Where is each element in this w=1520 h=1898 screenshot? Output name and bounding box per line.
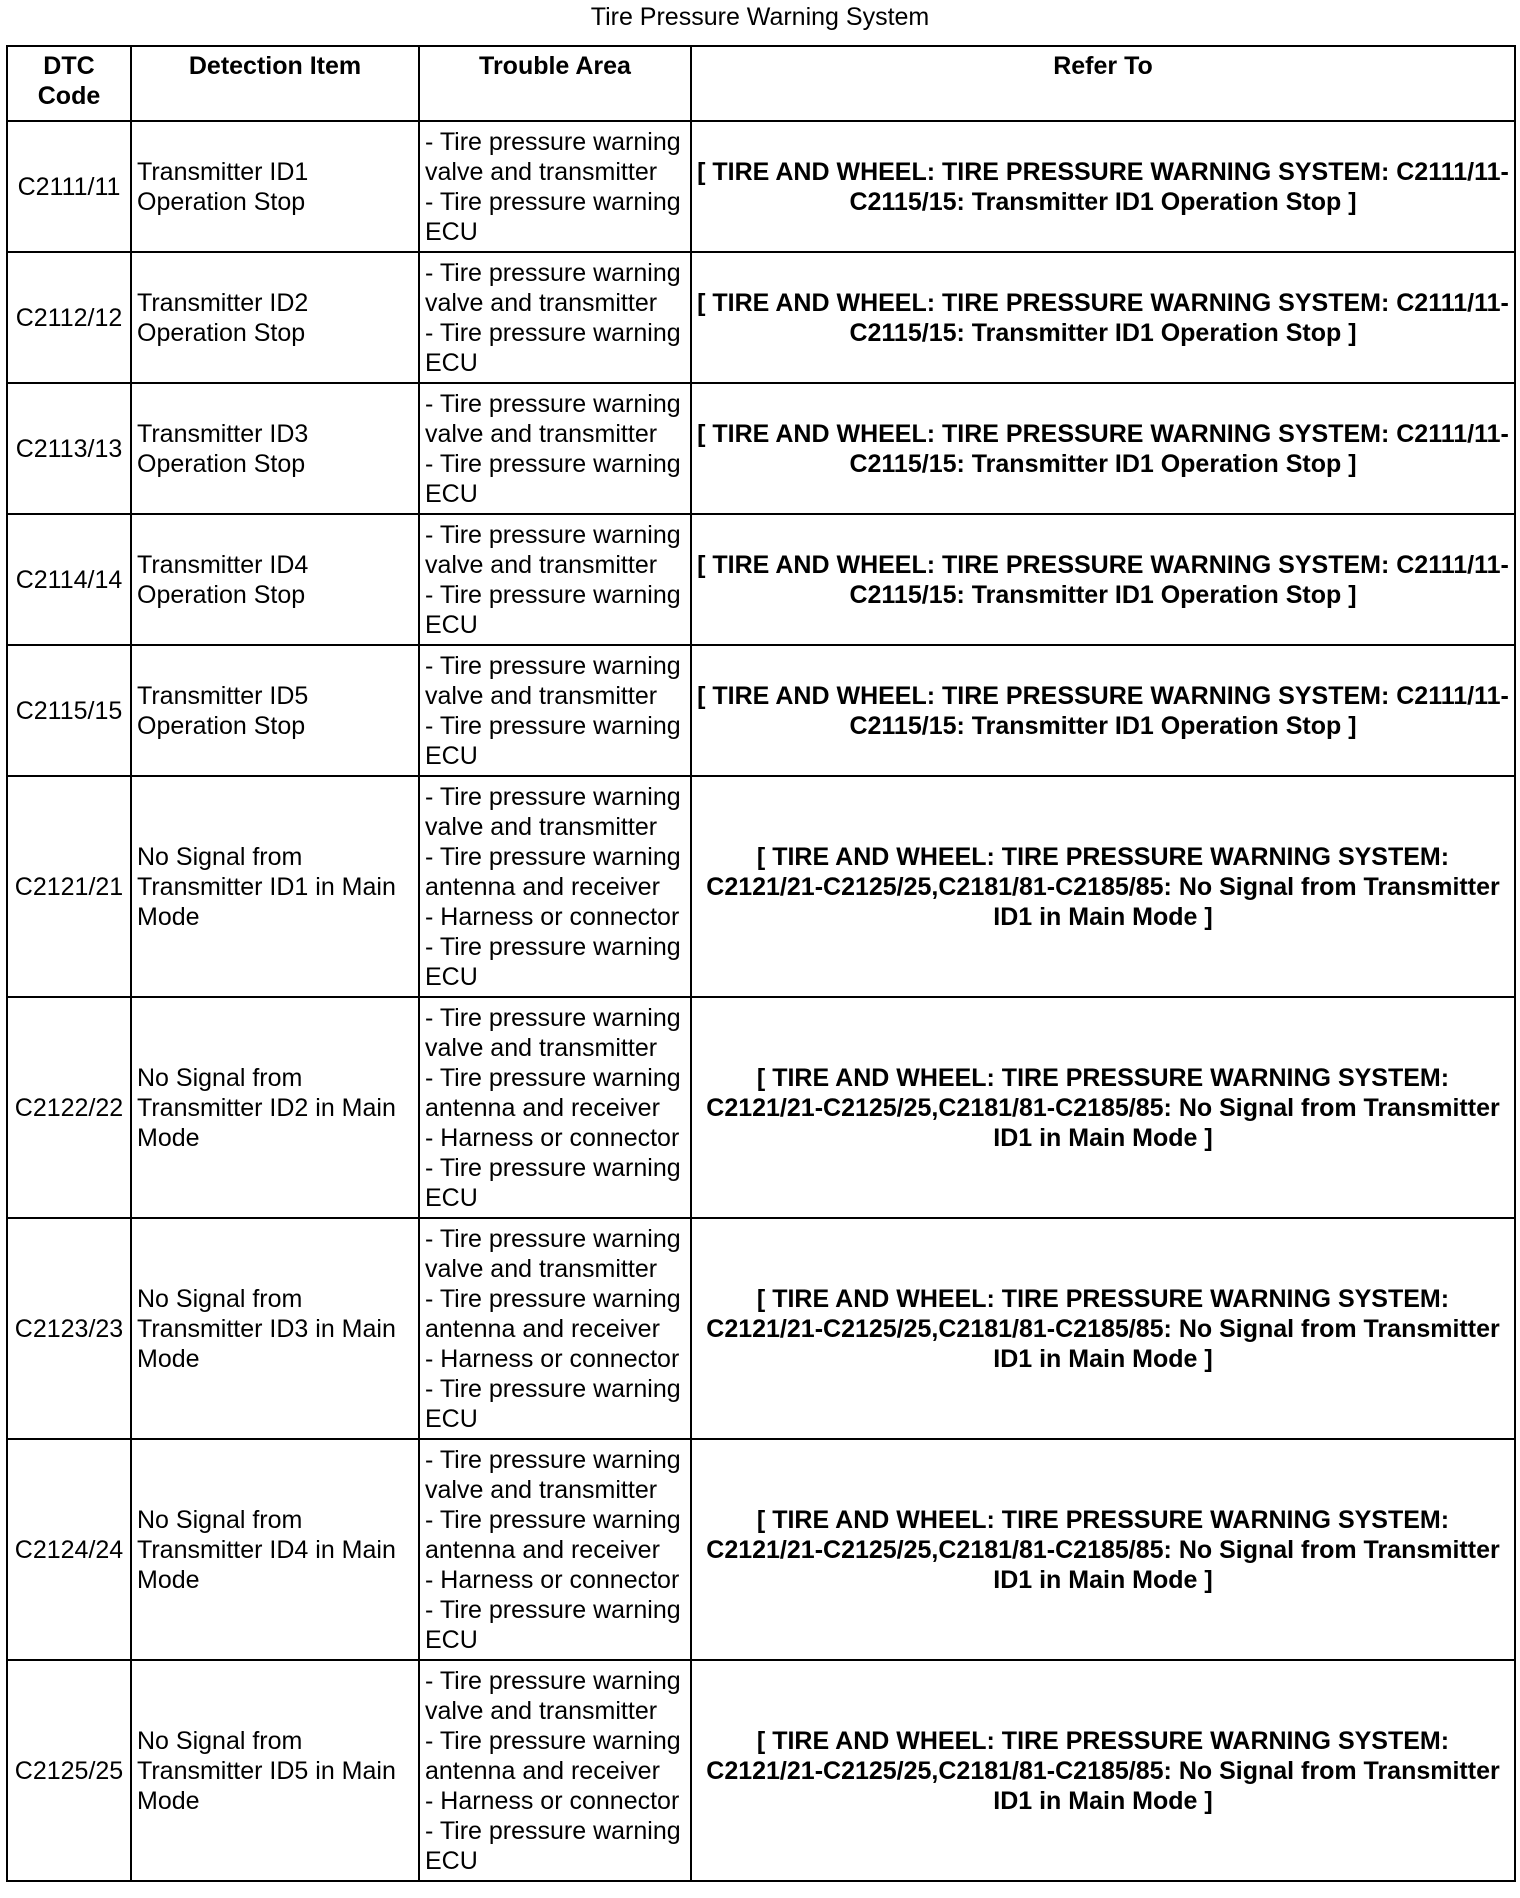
trouble-area-entry: - Tire pressure warning valve and transmitter — [425, 1224, 681, 1283]
trouble-area-entry: - Harness or connector — [425, 1786, 680, 1815]
detection-item-cell: Transmitter ID5 Operation Stop — [131, 645, 419, 776]
dtc-code-cell: C2121/21 — [7, 776, 131, 997]
detection-item-cell: Transmitter ID1 Operation Stop — [131, 121, 419, 252]
dtc-code-cell: C2113/13 — [7, 383, 131, 514]
trouble-area-entry: - Tire pressure warning ECU — [425, 187, 681, 246]
header-trouble-area: Trouble Area — [419, 46, 691, 121]
trouble-area-cell — [419, 383, 691, 514]
table-row — [7, 997, 1515, 1218]
trouble-area-entry: - Tire pressure warning antenna and receiver — [425, 842, 681, 901]
header-refer-to: Refer To — [691, 46, 1515, 121]
dtc-code-cell: C2124/24 — [7, 1439, 131, 1660]
header-row — [7, 46, 1515, 121]
header-dtc-code-line: Code — [37, 82, 101, 110]
trouble-area-entry: - Tire pressure warning antenna and receiver — [425, 1505, 681, 1564]
trouble-area-entry: - Tire pressure warning valve and transmitter — [425, 1003, 681, 1062]
header-dtc-code-line: DTC — [43, 52, 95, 80]
detection-item-cell: No Signal from Transmitter ID1 in Main Mode — [131, 776, 419, 997]
trouble-area-entry: - Tire pressure warning antenna and receiver — [425, 1726, 681, 1785]
trouble-area-cell — [419, 776, 691, 997]
refer-to-link[interactable]: [ TIRE AND WHEEL: TIRE PRESSURE WARNING SYSTEM: C2121/21-C2125/25,C2181/81-C2185/85: No Signal from Transmitter ID1 in Main Mode ] — [691, 1660, 1515, 1881]
trouble-area-cell — [419, 121, 691, 252]
trouble-area-cell — [419, 997, 691, 1218]
page-title: Tire Pressure Warning System — [590, 3, 930, 31]
dtc-table — [6, 45, 1516, 1882]
trouble-area-cell — [419, 1439, 691, 1660]
trouble-area-entry: - Tire pressure warning ECU — [425, 580, 681, 639]
table-row — [7, 514, 1515, 645]
refer-to-link[interactable]: [ TIRE AND WHEEL: TIRE PRESSURE WARNING SYSTEM: C2121/21-C2125/25,C2181/81-C2185/85: No Signal from Transmitter ID1 in Main Mode ] — [691, 1218, 1515, 1439]
header-dtc-code — [7, 46, 131, 121]
trouble-area-entry: - Tire pressure warning antenna and receiver — [425, 1063, 681, 1122]
trouble-area-entry: - Harness or connector — [425, 1565, 680, 1594]
refer-to-link[interactable]: [ TIRE AND WHEEL: TIRE PRESSURE WARNING SYSTEM: C2111/11-C2115/15: Transmitter ID1 Operation Stop ] — [691, 252, 1515, 383]
trouble-area-cell — [419, 1660, 691, 1881]
header-detection-item: Detection Item — [131, 46, 419, 121]
table-row — [7, 645, 1515, 776]
refer-to-link[interactable]: [ TIRE AND WHEEL: TIRE PRESSURE WARNING SYSTEM: C2111/11-C2115/15: Transmitter ID1 Operation Stop ] — [691, 383, 1515, 514]
detection-item-cell: No Signal from Transmitter ID5 in Main Mode — [131, 1660, 419, 1881]
dtc-code-cell: C2114/14 — [7, 514, 131, 645]
refer-to-link[interactable]: [ TIRE AND WHEEL: TIRE PRESSURE WARNING SYSTEM: C2121/21-C2125/25,C2181/81-C2185/85: No Signal from Transmitter ID1 in Main Mode ] — [691, 776, 1515, 997]
detection-item-cell: Transmitter ID2 Operation Stop — [131, 252, 419, 383]
trouble-area-entry: - Tire pressure warning valve and transmitter — [425, 520, 681, 579]
refer-to-link[interactable]: [ TIRE AND WHEEL: TIRE PRESSURE WARNING SYSTEM: C2121/21-C2125/25,C2181/81-C2185/85: No Signal from Transmitter ID1 in Main Mode ] — [691, 1439, 1515, 1660]
dtc-code-cell: C2123/23 — [7, 1218, 131, 1439]
trouble-area-cell — [419, 252, 691, 383]
refer-to-link[interactable]: [ TIRE AND WHEEL: TIRE PRESSURE WARNING SYSTEM: C2111/11-C2115/15: Transmitter ID1 Operation Stop ] — [691, 514, 1515, 645]
trouble-area-entry: - Tire pressure warning valve and transmitter — [425, 389, 681, 448]
table-row — [7, 1218, 1515, 1439]
trouble-area-entry: - Harness or connector — [425, 902, 680, 931]
trouble-area-entry: - Harness or connector — [425, 1123, 680, 1152]
table-row — [7, 383, 1515, 514]
trouble-area-entry: - Tire pressure warning ECU — [425, 1153, 681, 1212]
trouble-area-entry: - Tire pressure warning valve and transmitter — [425, 651, 681, 710]
trouble-area-entry: - Tire pressure warning ECU — [425, 449, 681, 508]
detection-item-cell: No Signal from Transmitter ID4 in Main Mode — [131, 1439, 419, 1660]
trouble-area-entry: - Tire pressure warning valve and transmitter — [425, 127, 681, 186]
trouble-area-entry: - Tire pressure warning ECU — [425, 318, 681, 377]
trouble-area-entry: - Tire pressure warning valve and transmitter — [425, 258, 681, 317]
detection-item-cell: Transmitter ID3 Operation Stop — [131, 383, 419, 514]
trouble-area-entry: - Tire pressure warning ECU — [425, 1816, 681, 1875]
dtc-code-cell: C2115/15 — [7, 645, 131, 776]
trouble-area-entry: - Tire pressure warning valve and transmitter — [425, 1445, 681, 1504]
detection-item-cell: No Signal from Transmitter ID2 in Main Mode — [131, 997, 419, 1218]
detection-item-cell: Transmitter ID4 Operation Stop — [131, 514, 419, 645]
table-row — [7, 252, 1515, 383]
trouble-area-entry: - Tire pressure warning ECU — [425, 932, 681, 991]
trouble-area-entry: - Tire pressure warning ECU — [425, 1595, 681, 1654]
refer-to-link[interactable]: [ TIRE AND WHEEL: TIRE PRESSURE WARNING SYSTEM: C2111/11-C2115/15: Transmitter ID1 Operation Stop ] — [691, 645, 1515, 776]
dtc-code-cell: C2122/22 — [7, 997, 131, 1218]
trouble-area-entry: - Tire pressure warning ECU — [425, 711, 681, 770]
table-row — [7, 1439, 1515, 1660]
trouble-area-cell — [419, 645, 691, 776]
table-row — [7, 121, 1515, 252]
detection-item-cell: No Signal from Transmitter ID3 in Main Mode — [131, 1218, 419, 1439]
refer-to-link[interactable]: [ TIRE AND WHEEL: TIRE PRESSURE WARNING SYSTEM: C2111/11-C2115/15: Transmitter ID1 Operation Stop ] — [691, 121, 1515, 252]
table-row — [7, 776, 1515, 997]
dtc-code-cell: C2112/12 — [7, 252, 131, 383]
table-row — [7, 1660, 1515, 1881]
trouble-area-cell — [419, 1218, 691, 1439]
trouble-area-cell — [419, 514, 691, 645]
trouble-area-entry: - Tire pressure warning ECU — [425, 1374, 681, 1433]
trouble-area-entry: - Tire pressure warning valve and transmitter — [425, 1666, 681, 1725]
trouble-area-entry: - Tire pressure warning valve and transmitter — [425, 782, 681, 841]
refer-to-link[interactable]: [ TIRE AND WHEEL: TIRE PRESSURE WARNING SYSTEM: C2121/21-C2125/25,C2181/81-C2185/85: No Signal from Transmitter ID1 in Main Mode ] — [691, 997, 1515, 1218]
trouble-area-entry: - Harness or connector — [425, 1344, 680, 1373]
dtc-code-cell: C2111/11 — [7, 121, 131, 252]
dtc-code-cell: C2125/25 — [7, 1660, 131, 1881]
trouble-area-entry: - Tire pressure warning antenna and receiver — [425, 1284, 681, 1343]
